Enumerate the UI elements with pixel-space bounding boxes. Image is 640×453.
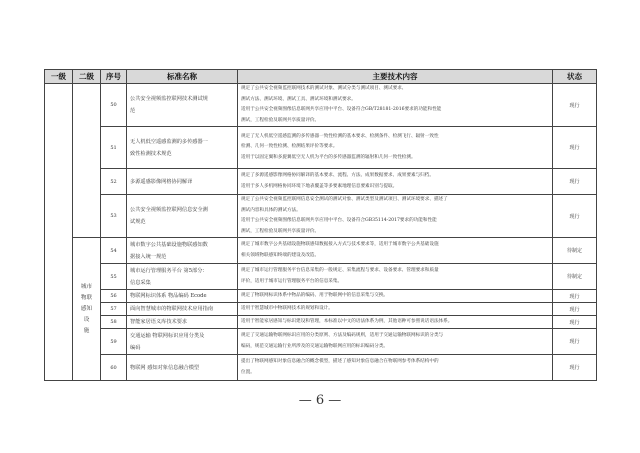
standard-name — [127, 238, 238, 264]
row-number: 60 — [101, 355, 127, 381]
technical-content — [238, 195, 553, 238]
technical-content-line: 规定了物联网标识体系中物品的编码、用于物联网中的信息采集与交换。 — [241, 292, 389, 298]
standard-name-line: 多源遥感影像网格协同解译 — [130, 178, 193, 185]
standard-name-line: 无人机低空遥感监测的多传感器一 — [130, 138, 208, 145]
row-number: 52 — [101, 169, 127, 195]
standard-name — [127, 84, 238, 127]
standard-name-line: 公共安全视频监控联网信息安全测 — [130, 207, 208, 213]
technical-content-line: 评价，适用于城市运行管理服务平台的信息采集。 — [241, 278, 343, 284]
technical-content-line: 测试方法、测试环境、测试工具、测试环境和测试要求。 — [241, 96, 356, 102]
column-header-level2: 二级 — [73, 70, 101, 84]
technical-content-line: 检测、几何一致性检测、检测结果评价等要求。 — [241, 144, 338, 150]
level2-category-text: 城市 — [80, 283, 93, 290]
level2-category-text: 感知 — [80, 305, 93, 312]
status-cell: 现行 — [553, 169, 597, 195]
table-row — [45, 238, 597, 264]
standard-name-line: 编码 — [130, 344, 141, 351]
status-cell: 现行 — [553, 84, 597, 127]
status-cell: 现行 — [553, 195, 597, 238]
technical-content-line: 提出了物联网感知对象信息融合的概念模型，描述了感知对象信息融合在物联网参考体系结构中的 — [241, 359, 439, 364]
standard-name — [127, 195, 238, 238]
standards-table — [44, 69, 597, 381]
status-cell: 现行 — [553, 290, 597, 303]
status-cell: 现行 — [553, 303, 597, 316]
table-row — [45, 329, 597, 355]
standard-name — [127, 264, 238, 290]
technical-content-line: 适用于公共安全视频图像信息联网共享应用中平台、设备符合GB/T28181-2016要求的功能和性能 — [241, 107, 442, 112]
status-cell: 现行 — [553, 316, 597, 329]
technical-content — [238, 316, 553, 329]
table-row — [45, 169, 597, 195]
technical-content — [238, 169, 553, 195]
status-cell: 现行 — [553, 355, 597, 381]
table-row — [45, 84, 597, 127]
level2-category-cell — [73, 238, 101, 381]
table-row — [45, 316, 597, 329]
standard-name — [127, 355, 238, 381]
technical-content-line: 测试内容和具体的测试方法。 — [241, 207, 301, 213]
table-row — [45, 195, 597, 238]
technical-content — [238, 290, 553, 303]
technical-content-line: 适用于公共安全视频图像信息联网共享应用中平台、设备符合GB35114-2017要求的功能和性能 — [241, 218, 437, 223]
row-number: 57 — [101, 303, 127, 316]
technical-content — [238, 238, 553, 264]
table-row — [45, 290, 597, 303]
standard-name — [127, 329, 238, 355]
column-header-number: 序号 — [101, 70, 127, 84]
standard-name — [127, 169, 238, 195]
technical-content-line: 适用于智能家居感知与标识建设和管理，本标准以中文的语法体系为例，其他语种可参照说话语法体系。 — [241, 318, 453, 324]
technical-content-line: 适用于以固定翼和多旋翼低空无人机为平台的多传感器监测的辐射和几何一致性检测。 — [241, 154, 416, 160]
standard-name — [127, 303, 238, 316]
page-number: — 6 — — [298, 393, 342, 408]
standard-name-line: 试规范 — [130, 219, 146, 225]
technical-content — [238, 84, 553, 127]
technical-content-line: 测试，工程检验及联网共享质量评价。 — [241, 228, 320, 234]
technical-content-line: 编码，规范交通运输行业所涉及的交通运输物联网应用的标识编码分类。 — [241, 343, 389, 349]
technical-content-line: 规定了公共安全视频监控联网信息安全测试的测试对象、测试类型及测试项目、测试环境要求、描述了 — [241, 197, 448, 202]
standard-name-line: 据接入统一规范 — [130, 253, 167, 260]
standard-name-line: 交通运输 物联网标识应用分类及 — [130, 332, 205, 339]
standard-name-line: 致性检测技术规范 — [130, 150, 172, 157]
standard-name-line: 范 — [130, 108, 136, 114]
technical-content-line: 适用于多人多机网格协同环境下地表覆盖等多要素地理信息要素识别与提取。 — [241, 183, 398, 189]
standard-name-line: 物联网 感知对象信息融合模型 — [130, 364, 200, 371]
technical-content-line: 规定了交通运输物联网标识应用的分类原则、方法及编码规则，适用于交通运输物联网标识的分类与 — [241, 333, 444, 338]
standard-name-line: 信息采集 — [130, 279, 151, 286]
row-number: 55 — [101, 264, 127, 290]
level2-category-text: 物联 — [80, 294, 93, 301]
status-cell: 待制定 — [553, 238, 597, 264]
technical-content-line: 规定了多源遥感影像网格协同解译的基本要求、流程、方法、成果数据要求、成果要素与归档。 — [241, 173, 434, 178]
row-number: 53 — [101, 195, 127, 238]
table-row — [45, 264, 597, 290]
technical-content — [238, 355, 553, 381]
technical-content-line: 测试，工程检验及联网共享质量评价。 — [241, 117, 320, 123]
column-header-status: 状态 — [553, 70, 597, 84]
level2-cell-empty — [73, 84, 101, 238]
technical-content — [238, 329, 553, 355]
row-number: 50 — [101, 84, 127, 127]
level1-cell — [45, 84, 73, 381]
table-row — [45, 127, 597, 169]
standard-name-line: 城市运行管理服务平台 第5部分： — [130, 267, 208, 274]
status-cell: 待制定 — [553, 264, 597, 290]
standard-name-line: 城市数字公共基础设施物联感知数 — [130, 241, 208, 248]
technical-content-line: 位置。 — [241, 369, 255, 375]
technical-content-line: 适用于智慧城市中物联网技术的规划和设计。 — [241, 305, 333, 311]
table-row — [45, 355, 597, 381]
standard-name — [127, 127, 238, 169]
standard-name-line: 物联网标识体系 物品编码 Ecode — [130, 293, 207, 299]
standard-name — [127, 316, 238, 329]
standard-name — [127, 290, 238, 303]
standard-name-line: 面向智慧城市的物联网技术应用指南 — [130, 306, 214, 312]
table-row — [45, 303, 597, 316]
standard-name-line: 公共安全视频监控联网技术测试规 — [130, 96, 208, 102]
technical-content — [238, 264, 553, 290]
status-cell: 现行 — [553, 329, 597, 355]
technical-content — [238, 303, 553, 316]
standard-name-line: 智能家居语义库技术要求 — [130, 319, 188, 325]
table-header-row — [45, 70, 597, 84]
technical-content-line: 规定了公共安全视频监控联网技术的测试对象、测试分类与测试项目、测试要求、 — [241, 86, 407, 91]
technical-content-line: 相关领域物联感知终端的建设及改造。 — [241, 252, 320, 258]
technical-content-line: 规定了无人机低空遥感监测的多传感器一致性检测的基本要求、检测条件、检测飞行、辐射一致性 — [241, 133, 439, 139]
row-number: 56 — [101, 290, 127, 303]
technical-content-line: 规定了城市运行管理服务平台信息采集的一般规定、采集流程与要求、设备要求、管理要求和质量 — [241, 268, 439, 273]
column-header-standard-name: 标准名称 — [127, 70, 238, 84]
column-header-technical-content: 主要技术内容 — [238, 70, 553, 84]
technical-content — [238, 127, 553, 169]
row-number: 54 — [101, 238, 127, 264]
technical-content-line: 规定了城市数字公共基础设施物联感知数据接入方式与技术要求等，适用于城市数字公共基础设施 — [241, 242, 439, 247]
row-number: 59 — [101, 329, 127, 355]
level2-category-text: 施 — [83, 327, 90, 334]
row-number: 58 — [101, 316, 127, 329]
row-number: 51 — [101, 127, 127, 169]
column-header-level1: 一级 — [45, 70, 73, 84]
level2-category-text: 设 — [83, 316, 90, 323]
status-cell: 现行 — [553, 127, 597, 169]
